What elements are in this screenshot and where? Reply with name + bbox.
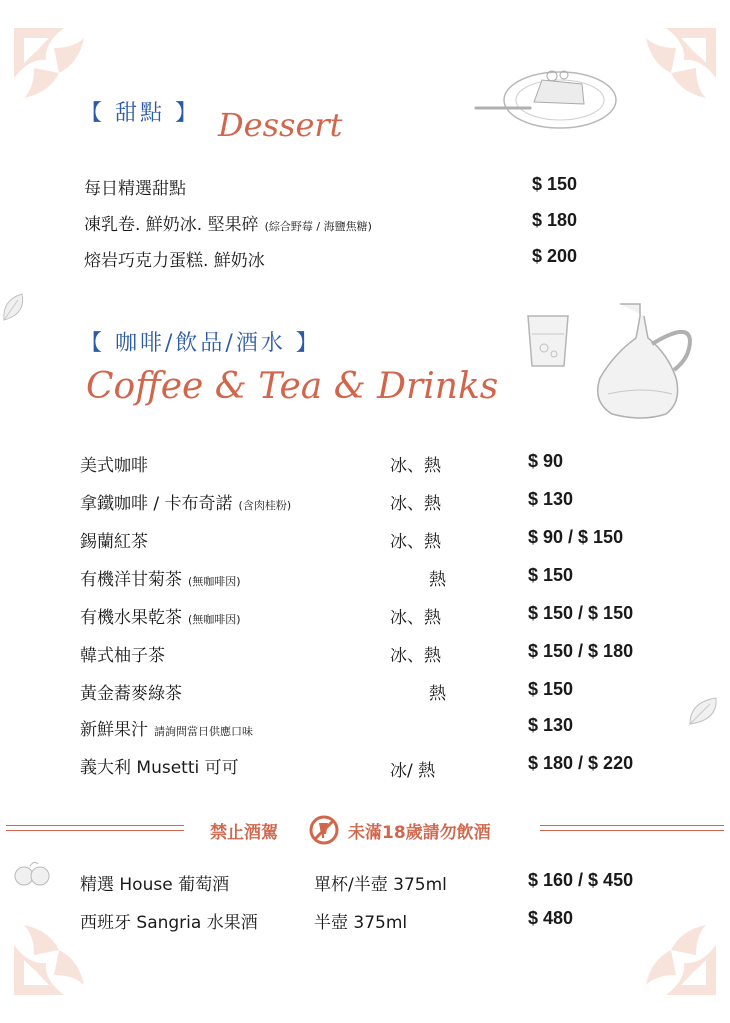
list-item <box>0 603 730 633</box>
item-temp: 冰、熱 <box>390 608 441 628</box>
item-name: 黃金蕎麥綠茶 <box>80 684 182 704</box>
list-item <box>0 210 730 240</box>
list-item <box>0 908 730 938</box>
item-name: 有機水果乾茶 (無咖啡因) <box>80 608 241 628</box>
item-size: 單杯/半壺 375ml <box>314 875 447 895</box>
divider <box>6 825 184 826</box>
item-price: $ 150 <box>528 679 574 699</box>
item-price: $ 180 <box>532 210 578 230</box>
list-item <box>0 679 730 709</box>
leaf-icon <box>0 290 28 326</box>
item-name: 錫蘭紅茶 <box>80 532 148 552</box>
item-price: $ 480 <box>528 908 574 928</box>
drinks-title-en: Coffee & Tea & Drinks <box>86 366 499 407</box>
list-item <box>0 715 730 745</box>
warning-no-drunk-driving: 禁止酒駕 <box>210 823 278 843</box>
dessert-plate-icon <box>472 60 620 132</box>
item-temp: 冰、熱 <box>390 494 441 514</box>
list-item <box>0 246 730 276</box>
list-item <box>0 565 730 595</box>
no-drink-drive-icon <box>308 814 340 846</box>
item-name: 有機洋甘菊茶 (無咖啡因) <box>80 570 241 590</box>
item-price: $ 90 <box>528 451 564 471</box>
list-item <box>0 174 730 204</box>
alcohol-warning <box>0 812 730 848</box>
dessert-title-cn: 【 甜點 】 <box>80 101 200 126</box>
warning-underage: 未滿18歲請勿飲酒 <box>348 823 491 843</box>
jug-icon <box>584 298 702 424</box>
divider <box>540 830 724 831</box>
item-size: 半壺 375ml <box>314 913 408 933</box>
dessert-title-en: Dessert <box>218 106 343 144</box>
item-name: 凍乳卷. 鮮奶冰. 堅果碎 (綜合野莓 / 海鹽焦糖) <box>84 215 372 235</box>
item-name: 韓式柚子茶 <box>80 646 165 666</box>
item-temp: 冰、熱 <box>390 532 441 552</box>
glass-icon <box>520 308 576 372</box>
item-price: $ 150 / $ 180 <box>528 641 634 661</box>
item-price: $ 150 <box>532 174 578 194</box>
item-name: 美式咖啡 <box>80 456 148 476</box>
item-temp: 熱 <box>429 684 446 704</box>
item-price: $ 160 / $ 450 <box>528 870 634 890</box>
item-temp: 冰、熱 <box>390 456 441 476</box>
item-name: 拿鐵咖啡 / 卡布奇諾 (含肉桂粉) <box>80 494 292 514</box>
divider <box>540 825 724 826</box>
item-name: 義大利 Musetti 可可 <box>80 758 239 778</box>
drinks-title-cn: 【 咖啡/飲品/酒水 】 <box>80 331 321 356</box>
item-price: $ 150 / $ 150 <box>528 603 634 623</box>
list-item <box>0 489 730 519</box>
item-price: $ 200 <box>532 246 578 266</box>
list-item <box>0 527 730 557</box>
item-temp: 熱 <box>429 570 446 590</box>
item-name: 精選 House 葡萄酒 <box>80 875 230 895</box>
item-price: $ 180 / $ 220 <box>528 753 634 773</box>
list-item <box>0 451 730 481</box>
item-temp: 冰/ 熱 <box>390 761 436 781</box>
item-name: 每日精選甜點 <box>84 179 186 199</box>
item-temp: 冰、熱 <box>390 646 441 666</box>
item-price: $ 130 <box>528 715 574 735</box>
item-name: 熔岩巧克力蛋糕. 鮮奶冰 <box>84 251 265 271</box>
list-item <box>0 870 730 900</box>
list-item <box>0 753 730 783</box>
divider <box>6 830 184 831</box>
item-name: 新鮮果汁 請詢問當日供應口味 <box>80 720 253 740</box>
corner-ornament-icon <box>631 18 726 113</box>
list-item <box>0 641 730 671</box>
item-name: 西班牙 Sangria 水果酒 <box>80 913 258 933</box>
item-price: $ 130 <box>528 489 574 509</box>
item-price: $ 90 / $ 150 <box>528 527 624 547</box>
item-price: $ 150 <box>528 565 574 585</box>
